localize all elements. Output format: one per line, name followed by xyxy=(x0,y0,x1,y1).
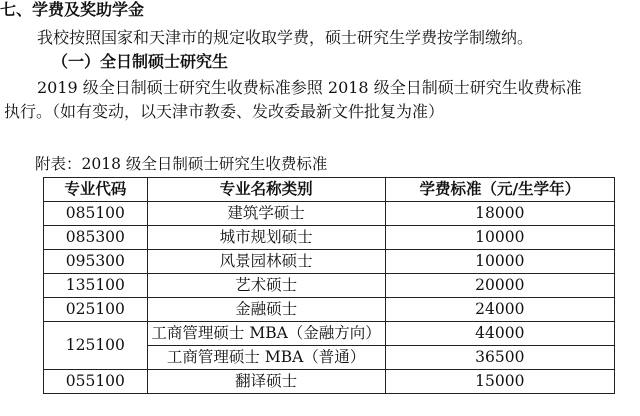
table-row xyxy=(44,274,615,298)
table-row xyxy=(44,322,615,346)
cell-code: 135100 xyxy=(44,274,148,298)
cell-name: 风景园林硕士 xyxy=(147,250,385,274)
cell-code: 125100 xyxy=(44,322,148,370)
cell-fee: 10000 xyxy=(385,226,614,250)
paragraph-fee-standard-line1: 2019 级全日制硕士研究生收费标准参照 2018 级全日制硕士研究生收费标准 xyxy=(37,78,582,97)
cell-code: 085100 xyxy=(44,202,148,226)
cell-name: 翻译硕士 xyxy=(147,370,385,394)
cell-name: 艺术硕士 xyxy=(147,274,385,298)
cell-fee: 15000 xyxy=(385,370,614,394)
header-fee: 学费标准（元/生学年） xyxy=(385,178,614,202)
cell-name: 工商管理硕士 MBA（普通） xyxy=(147,346,385,370)
header-code: 专业代码 xyxy=(44,178,148,202)
cell-name: 工商管理硕士 MBA（金融方向） xyxy=(147,322,385,346)
paragraph-fee-standard-line2: 执行。（如有变动，以天津市教委、发改委最新文件批复为准） xyxy=(4,102,445,121)
cell-code: 095300 xyxy=(44,250,148,274)
cell-fee: 18000 xyxy=(385,202,614,226)
table-header-row xyxy=(44,178,615,202)
cell-fee: 24000 xyxy=(385,298,614,322)
table-row xyxy=(44,370,615,394)
cell-fee: 20000 xyxy=(385,274,614,298)
table-row xyxy=(44,250,615,274)
section-heading: 七、学费及奖助学金 xyxy=(0,0,145,19)
cell-name: 建筑学硕士 xyxy=(147,202,385,226)
table-row xyxy=(44,202,615,226)
cell-fee: 44000 xyxy=(385,322,614,346)
cell-fee: 10000 xyxy=(385,250,614,274)
fee-table xyxy=(43,177,615,394)
cell-code: 055100 xyxy=(44,370,148,394)
table-row xyxy=(44,226,615,250)
cell-code: 025100 xyxy=(44,298,148,322)
header-name: 专业名称类别 xyxy=(147,178,385,202)
cell-name: 城市规划硕士 xyxy=(147,226,385,250)
subheading-fulltime-master: （一）全日制硕士研究生 xyxy=(52,52,229,71)
table-row xyxy=(44,298,615,322)
cell-name: 金融硕士 xyxy=(147,298,385,322)
cell-code: 085300 xyxy=(44,226,148,250)
table-caption: 附表：2018 级全日制硕士研究生收费标准 xyxy=(35,155,328,173)
paragraph-tuition-policy: 我校按照国家和天津市的规定收取学费，硕士研究生学费按学制缴纳。 xyxy=(37,28,534,47)
cell-fee: 36500 xyxy=(385,346,614,370)
